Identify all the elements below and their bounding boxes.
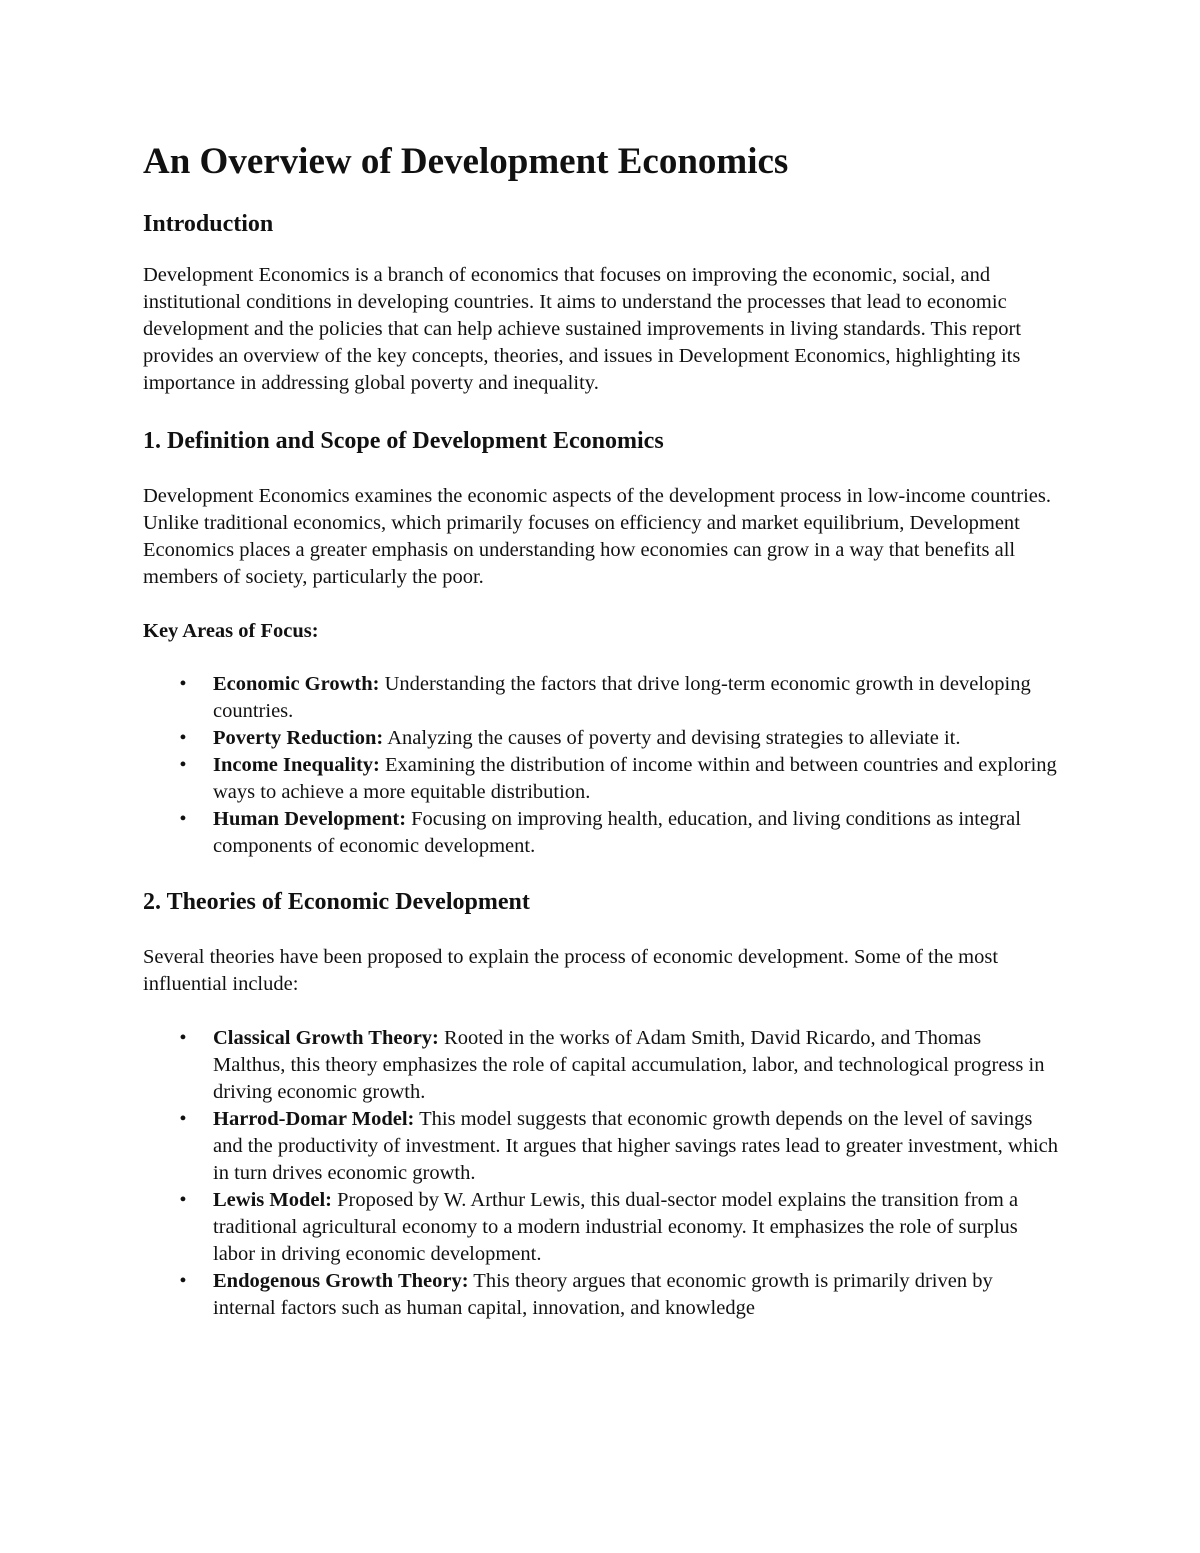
item-term: Economic Growth: [213,673,380,695]
bullet-icon: • [179,1270,187,1292]
key-areas-label-text: Key Areas of Focus: [143,620,319,642]
intro-paragraph: Development Economics is a branch of economics that focuses on improving the economic, social, and institutional conditions in developing countries. It aims to understand the processes that lead to economic development and the policies that can help achieve sustained improvements in living standards. This report provides an overview of the key concepts, theories, and issues in Development Economics, highlighting its importance in addressing global poverty and inequality. [143,264,1022,394]
intro-heading: Introduction [143,211,274,237]
item-term: Income Inequality: [213,754,380,776]
page-title: An Overview of Development Economics [143,141,789,182]
list-item [143,806,1058,860]
item-term: Human Development: [213,808,407,830]
section2-paragraph: Several theories have been proposed to explain the process of economic development. Some of the most influential include: [143,946,999,995]
item-term: Classical Growth Theory: [213,1027,439,1049]
list-item [143,725,1058,752]
document-page [143,136,1058,1322]
theories-list [143,1025,1058,1322]
item-text: This theory argues that economic growth is primarily driven by internal factors such as human capital, innovation, and knowledge [213,1270,993,1319]
item-text: Rooted in the works of Adam Smith, David Ricardo, and Thomas Malthus, this theory emphasizes the role of capital accumulation, labor, and technological progress in driving economic growth. [213,1027,1045,1103]
bullet-icon: • [179,1189,187,1211]
item-text: Focusing on improving health, education, and living conditions as integral components of economic development. [213,808,1021,857]
list-item [143,1106,1058,1187]
item-term: Endogenous Growth Theory: [213,1270,469,1292]
bullet-icon: • [179,1108,187,1130]
bullet-icon: • [179,754,187,776]
section2-heading: 2. Theories of Economic Development [143,889,530,915]
item-term: Harrod-Domar Model: [213,1108,415,1130]
list-item [143,671,1058,725]
item-text: Analyzing the causes of poverty and devising strategies to alleviate it. [383,727,961,749]
list-item [143,1025,1058,1106]
list-item [143,752,1058,806]
item-text: Proposed by W. Arthur Lewis, this dual-sector model explains the transition from a traditional agricultural economy to a modern industrial economy. It emphasizes the role of surplus labor in driving economic development. [213,1189,1019,1265]
list-item [143,1268,1058,1322]
bullet-icon: • [179,673,187,695]
bullet-icon: • [179,1027,187,1049]
item-text: This model suggests that economic growth depends on the level of savings and the productivity of investment. It argues that higher savings rates lead to greater investment, which in turn drives economic growth. [213,1108,1059,1184]
key-areas-label [143,618,1058,645]
item-text: Examining the distribution of income within and between countries and exploring ways to achieve a more equitable distribution. [213,754,1057,803]
section1-heading: 1. Definition and Scope of Development Economics [143,428,664,454]
item-term: Poverty Reduction: [213,727,384,749]
section1-paragraph: Development Economics examines the economic aspects of the development process in low-income countries. Unlike traditional economics, which primarily focuses on efficiency and market equilibrium, Development Economics places a greater emphasis on understanding how economies can grow in a way that benefits all members of society, particularly the poor. [143,485,1051,588]
item-term: Lewis Model: [213,1189,332,1211]
item-text: Understanding the factors that drive long-term economic growth in developing countries. [213,673,1031,722]
bullet-icon: • [179,727,187,749]
bullet-icon: • [179,808,187,830]
list-item [143,1187,1058,1268]
key-areas-list [143,671,1058,860]
